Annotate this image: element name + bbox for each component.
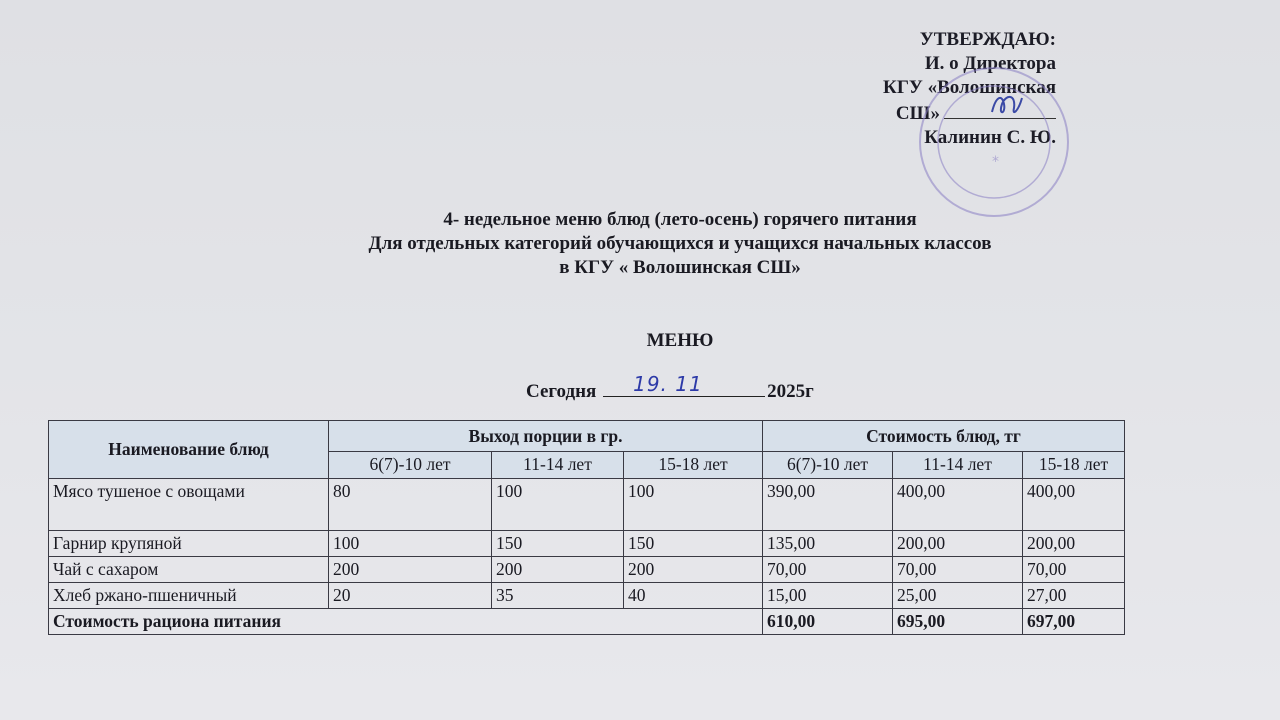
- age-header: 11-14 лет: [893, 452, 1023, 479]
- table-cell: 70,00: [763, 557, 893, 583]
- date-suffix: 2025г: [767, 381, 814, 402]
- table-cell: 150: [492, 531, 624, 557]
- document-heading: [0, 208, 1280, 280]
- table-cell: 135,00: [763, 531, 893, 557]
- heading-line-3: в КГУ « Волошинская СШ»: [559, 257, 801, 278]
- table-row: [49, 583, 1125, 609]
- approval-director-name: Калинин С. Ю.: [924, 127, 1056, 148]
- table-cell: 100: [492, 479, 624, 531]
- total-cell: 610,00: [763, 609, 893, 635]
- age-header: 6(7)-10 лет: [763, 452, 893, 479]
- table-cell: 25,00: [893, 583, 1023, 609]
- dish-name: Чай с сахаром: [49, 557, 329, 583]
- total-row: [49, 609, 1125, 635]
- table-cell: 400,00: [893, 479, 1023, 531]
- date-blank: [603, 372, 765, 397]
- dish-name: Мясо тушеное с овощами: [49, 479, 329, 531]
- total-label: Стоимость рациона питания: [49, 609, 763, 635]
- stamp-icon: [904, 62, 1084, 222]
- date-handwritten: 19. 11: [633, 372, 703, 396]
- dish-name: Хлеб ржано-пшеничный: [49, 583, 329, 609]
- approval-organization-end: СШ»: [895, 103, 940, 124]
- date-prefix: Сегодня: [526, 381, 597, 402]
- age-header: 11-14 лет: [492, 452, 624, 479]
- table-cell: 200,00: [1023, 531, 1125, 557]
- table-cell: 70,00: [893, 557, 1023, 583]
- header-cost: Стоимость блюд, тг: [763, 421, 1125, 452]
- heading-line-2: Для отдельных категорий обучающихся и учащихся начальных классов: [368, 233, 992, 254]
- total-cell: 697,00: [1023, 609, 1125, 635]
- table-cell: 35: [492, 583, 624, 609]
- svg-text:*: *: [992, 154, 999, 170]
- table-row: [49, 557, 1125, 583]
- approval-organization: КГУ «Волошинская: [883, 77, 1056, 98]
- table-cell: 200,00: [893, 531, 1023, 557]
- table-header-row: [49, 421, 1125, 452]
- date-line: [526, 372, 814, 403]
- table-row: [49, 479, 1125, 531]
- age-header: 15-18 лет: [1023, 452, 1125, 479]
- table-cell: 200: [624, 557, 763, 583]
- table-cell: 100: [624, 479, 763, 531]
- total-cell: 695,00: [893, 609, 1023, 635]
- table-cell: 400,00: [1023, 479, 1125, 531]
- menu-title: МЕНЮ: [646, 330, 714, 351]
- table-cell: 40: [624, 583, 763, 609]
- table-cell: 80: [329, 479, 492, 531]
- menu-table: [48, 420, 1125, 635]
- age-header: 6(7)-10 лет: [329, 452, 492, 479]
- table-cell: 390,00: [763, 479, 893, 531]
- dish-name: Гарнир крупяной: [49, 531, 329, 557]
- table-cell: 200: [329, 557, 492, 583]
- table-cell: 200: [492, 557, 624, 583]
- header-dish-name: Наименование блюд: [49, 421, 329, 479]
- header-portion: Выход порции в гр.: [329, 421, 763, 452]
- approval-position: И. о Директора: [924, 53, 1056, 74]
- approval-title: УТВЕРЖДАЮ:: [919, 29, 1056, 50]
- table-cell: 100: [329, 531, 492, 557]
- table-cell: 70,00: [1023, 557, 1125, 583]
- table-cell: 15,00: [763, 583, 893, 609]
- table-cell: 27,00: [1023, 583, 1125, 609]
- table-cell: 150: [624, 531, 763, 557]
- table-cell: 20: [329, 583, 492, 609]
- age-header: 15-18 лет: [624, 452, 763, 479]
- heading-line-1: 4- недельное меню блюд (лето-осень) горячего питания: [443, 209, 917, 230]
- table-row: [49, 531, 1125, 557]
